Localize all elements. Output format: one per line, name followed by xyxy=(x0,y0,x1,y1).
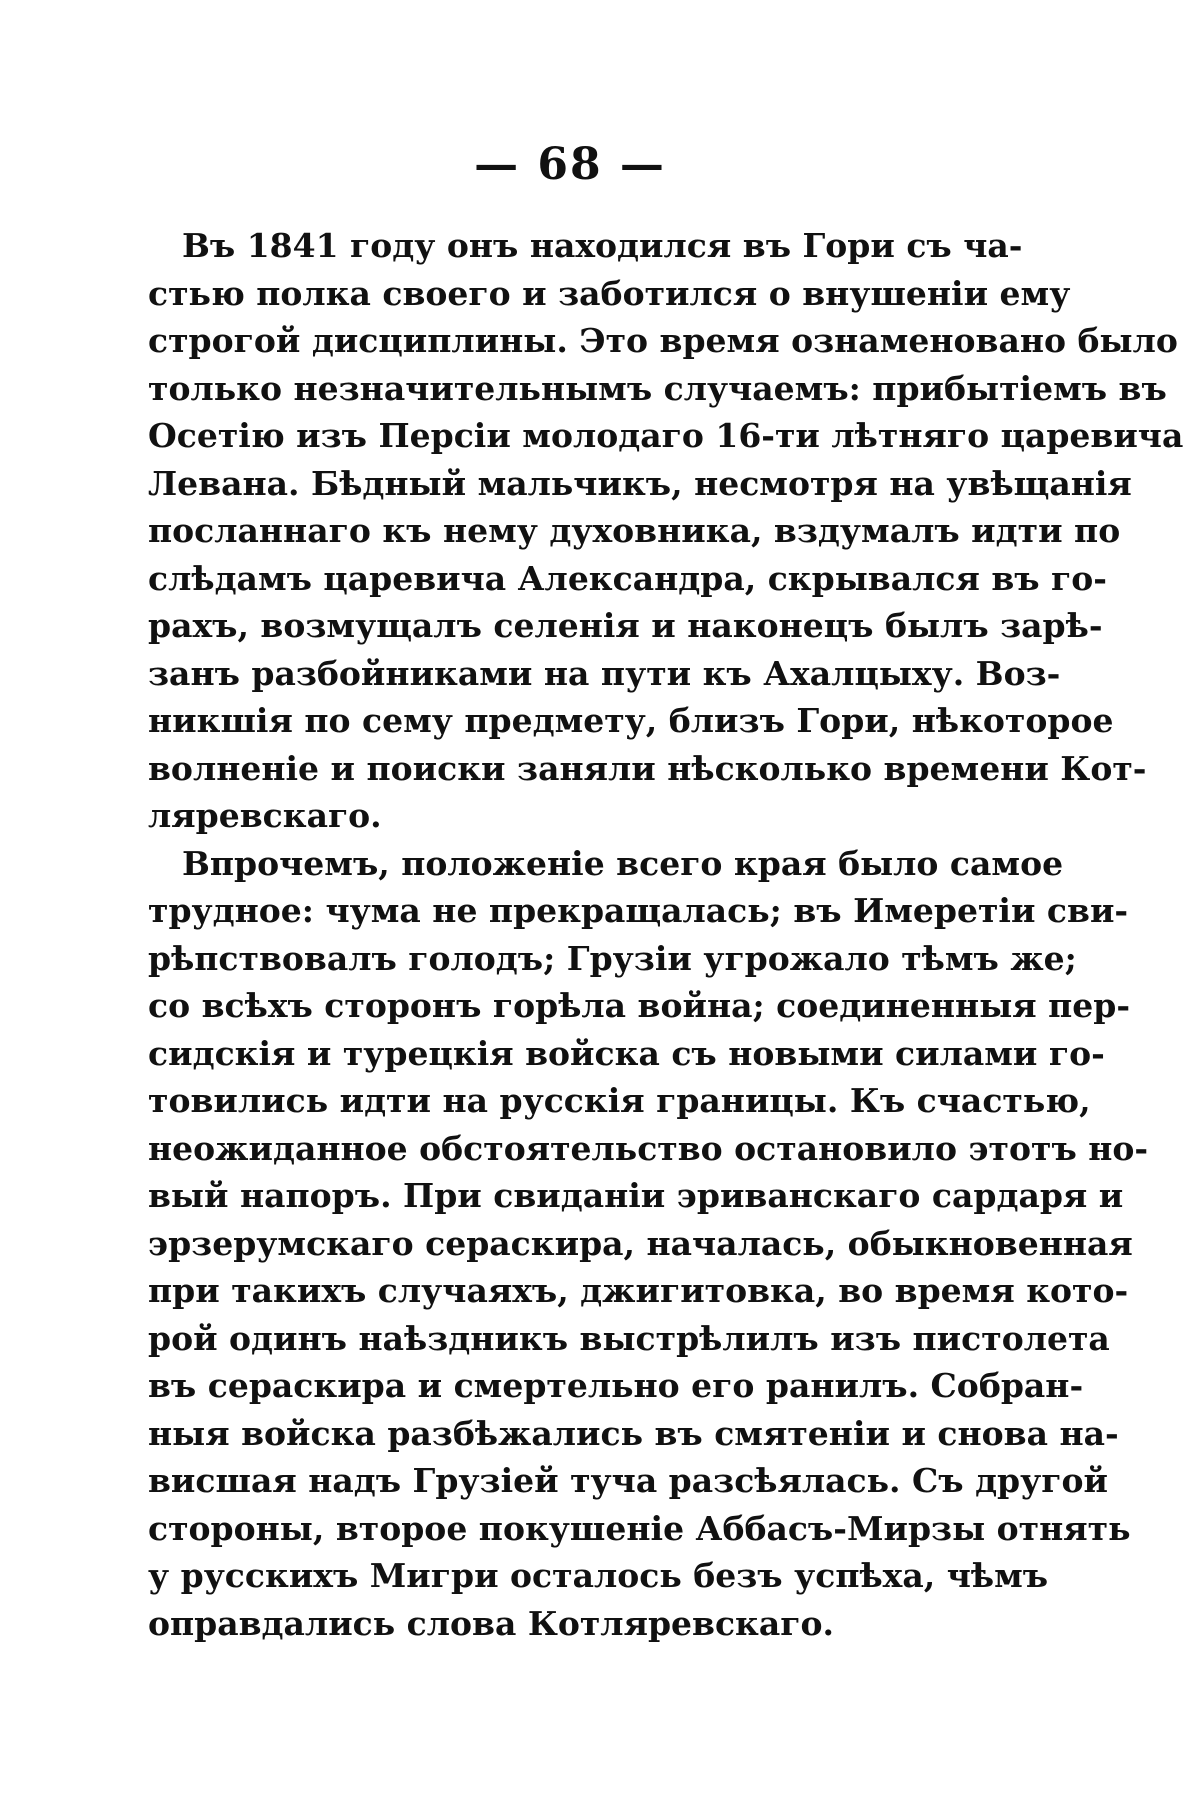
text-line: рахъ, возмущалъ селенія и наконецъ былъ зарѣ- xyxy=(148,606,1103,645)
text-line: сидскія и турецкія войска съ новыми силами го- xyxy=(148,1033,1105,1073)
text-line: рой одинъ наѣздникъ выстрѣлилъ изъ пистолета xyxy=(148,1318,1110,1358)
text-line: товились идти на русскія границы. Къ счастью, xyxy=(148,1081,1091,1120)
text-line: ныя войска разбѣжались въ смятеніи и снова на- xyxy=(148,1413,1119,1453)
text-line: при такихъ случаяхъ, джигитовка, во время кото- xyxy=(148,1271,1129,1310)
text-line: висшая надъ Грузіей туча разсѣялась. Съ другой xyxy=(148,1461,1108,1500)
text-line: занъ разбойниками на пути къ Ахалцыху. Воз- xyxy=(148,653,1061,693)
text-line: эрзерумскаго сераскира, началась, обыкновенная xyxy=(148,1223,1133,1263)
text-line: Въ 1841 году онъ находился въ Гори съ ча- xyxy=(182,226,1023,265)
paragraph-1 xyxy=(148,222,1183,840)
paragraph-2 xyxy=(148,840,1149,1648)
text-line: только незначительнымъ случаемъ: прибытіемъ въ xyxy=(148,368,1167,408)
body-text xyxy=(148,222,1183,1647)
text-line: у русскихъ Мигри осталось безъ успѣха, чѣмъ xyxy=(148,1556,1049,1595)
text-line: строгой дисциплины. Это время ознаменовано было xyxy=(148,321,1178,360)
text-line: посланнаго къ нему духовника, вздумалъ идти по xyxy=(148,511,1121,550)
text-line: Осетію изъ Персіи молодаго 16-ти лѣтняго царевича xyxy=(148,416,1183,455)
text-line: ляревскаго. xyxy=(148,796,382,835)
text-line: оправдались слова Котляревскаго. xyxy=(148,1603,834,1643)
text-line: Впрочемъ, положеніе всего края было самое xyxy=(182,843,1064,883)
text-line: стью полка своего и заботился о внушеніи ему xyxy=(148,273,1071,313)
text-line: никшія по сему предмету, близъ Гори, нѣкоторое xyxy=(148,701,1114,740)
text-line: со всѣхъ сторонъ горѣла война; соединенныя пер- xyxy=(148,986,1131,1025)
text-line: въ сераскира и смертельно его ранилъ. Собран- xyxy=(148,1366,1084,1405)
text-line: вый напоръ. При свиданіи эриванскаго сардаря и xyxy=(148,1176,1124,1215)
text-line: волненіе и поиски заняли нѣсколько времени Кот- xyxy=(148,748,1147,788)
text-line: слѣдамъ царевича Александра, скрывался въ го- xyxy=(148,558,1107,598)
text-line: рѣпствовалъ голодъ; Грузіи угрожало тѣмъ же; xyxy=(148,938,1077,978)
text-line: стороны, второе покушеніе Аббасъ-Мирзы отнять xyxy=(148,1508,1131,1548)
text-line: Левана. Бѣдный мальчикъ, несмотря на увѣщанія xyxy=(148,463,1132,503)
text-line: неожиданное обстоятельство остановило этотъ но- xyxy=(148,1128,1149,1168)
page-number: — 68 — xyxy=(474,139,666,190)
text-line: трудное: чума не прекращалась; въ Имеретіи сви- xyxy=(148,891,1129,930)
